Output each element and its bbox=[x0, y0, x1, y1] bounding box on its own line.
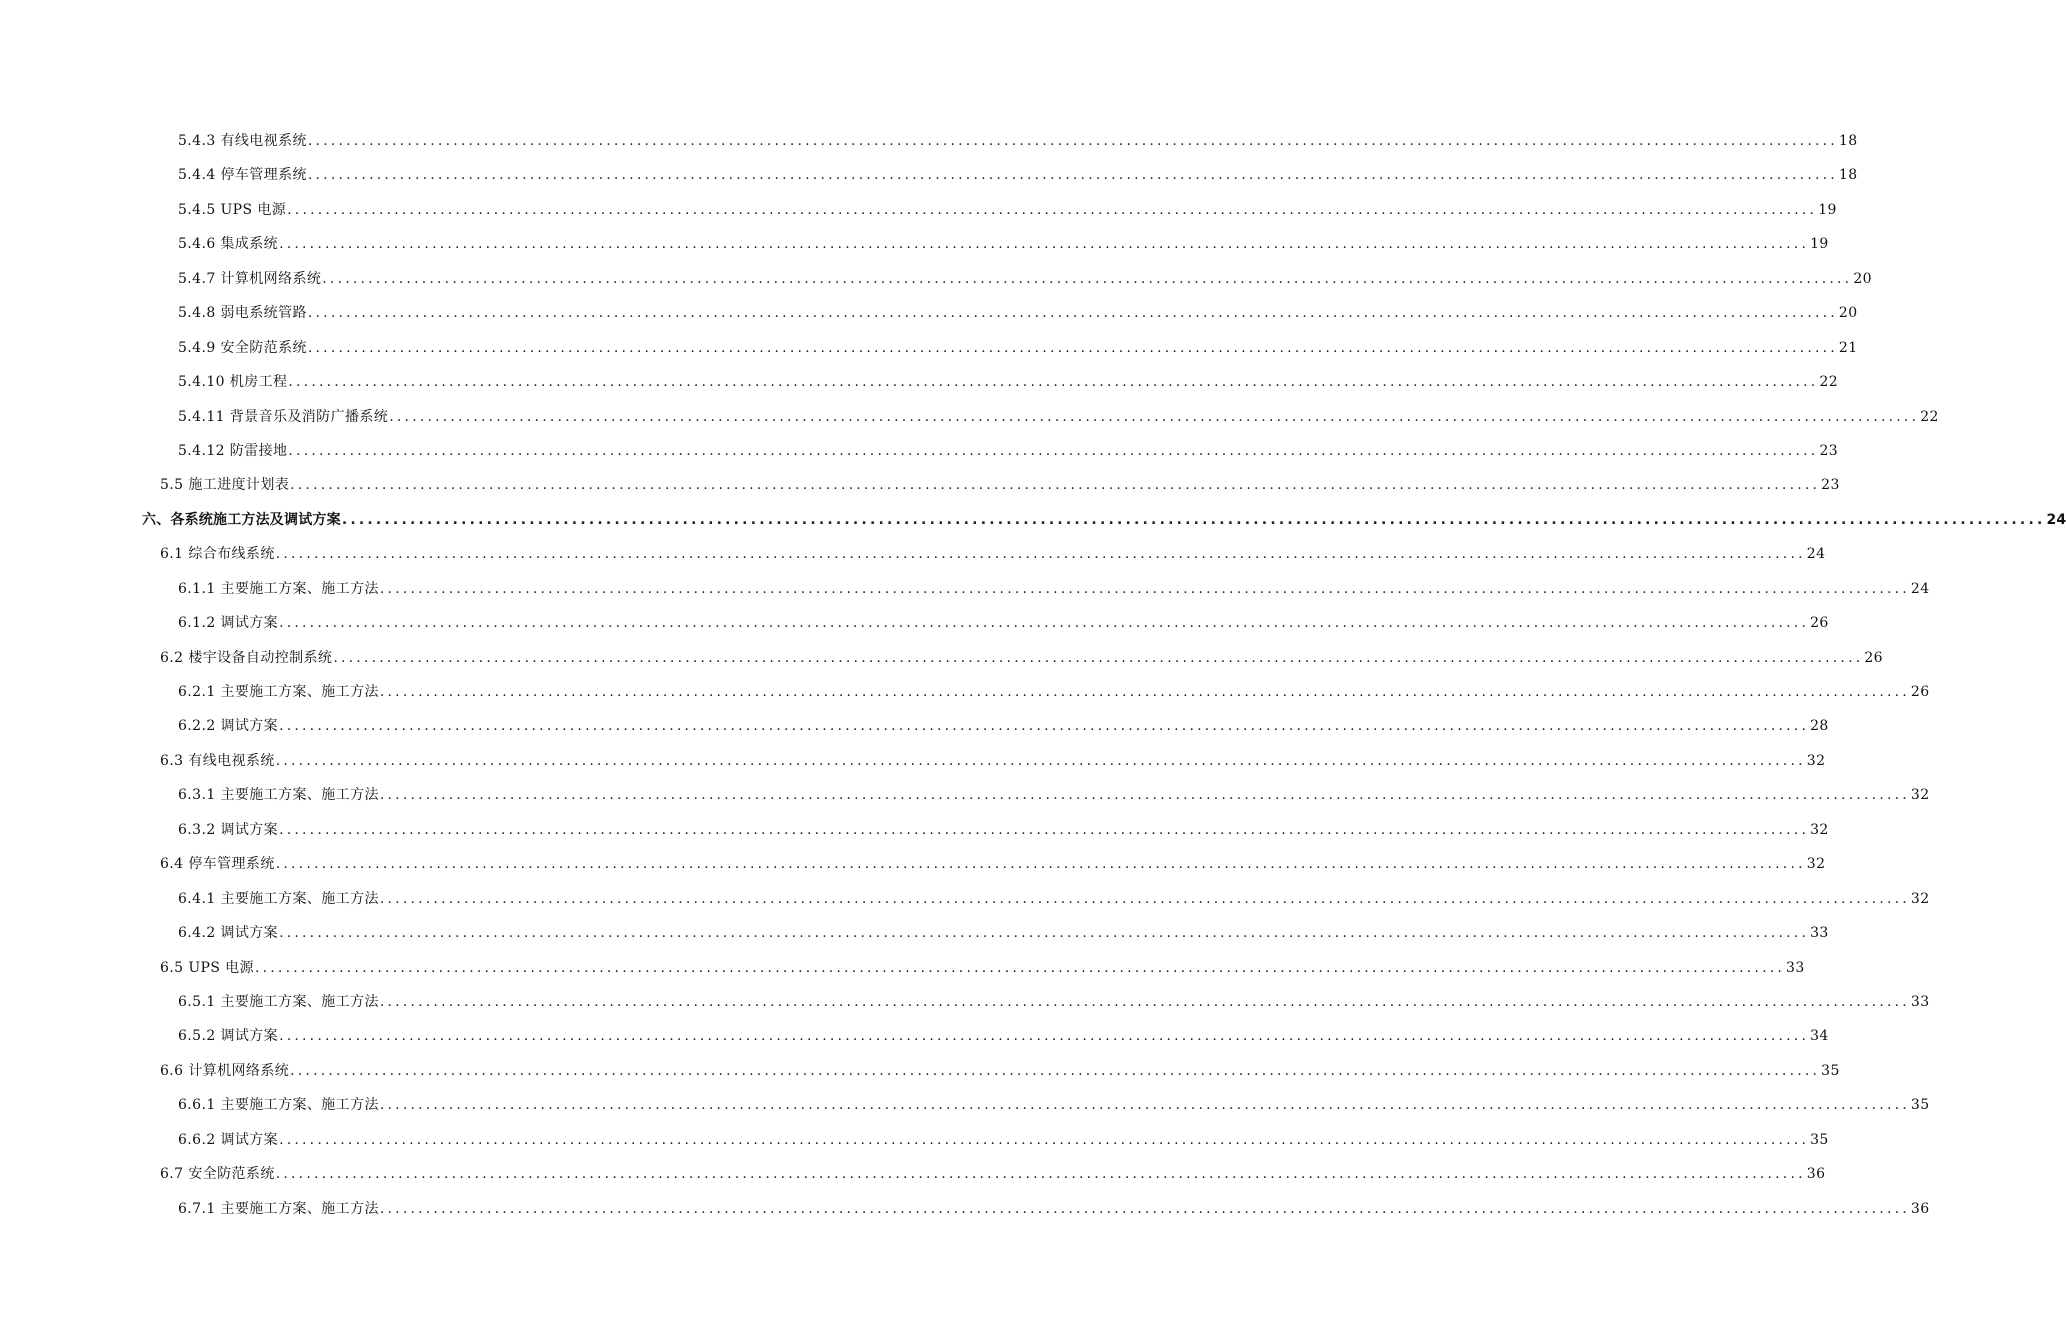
toc-dot-leader: ........................................................................................................................................................................................................ bbox=[341, 511, 2046, 528]
toc-entry-title: 6.1.2 调试方案 bbox=[178, 615, 279, 632]
toc-dot-leader: ........................................................................................................................................................................................................ bbox=[307, 133, 1838, 149]
toc-entry[interactable] bbox=[0, 331, 1858, 365]
toc-page-number: 26 bbox=[1864, 649, 1883, 666]
toc-entry[interactable] bbox=[0, 1019, 1829, 1053]
toc-entry-title: 5.4.10 机房工程 bbox=[178, 374, 288, 391]
toc-dot-leader: ........................................................................................................................................................................................................ bbox=[307, 167, 1838, 184]
toc-page-number: 32 bbox=[1810, 821, 1829, 838]
toc-page-number: 19 bbox=[1818, 201, 1837, 218]
toc-dot-leader: ........................................................................................................................................................................................................ bbox=[379, 1097, 1910, 1114]
toc-entry-title: 6.5.2 调试方案 bbox=[178, 1028, 279, 1045]
toc-entry[interactable] bbox=[0, 434, 1839, 468]
toc-page-number: 33 bbox=[1910, 993, 1930, 1010]
toc-entry[interactable] bbox=[0, 572, 1930, 606]
toc-chapter-entry[interactable] bbox=[0, 503, 2066, 537]
toc-entry[interactable] bbox=[0, 641, 1883, 675]
toc-entry[interactable] bbox=[0, 262, 1872, 296]
toc-page-number: 24 bbox=[1806, 546, 1826, 563]
toc-page-number: 35 bbox=[1810, 1131, 1829, 1148]
toc-entry[interactable] bbox=[0, 227, 1829, 261]
toc-page-number: 35 bbox=[1910, 1097, 1930, 1114]
toc-entry[interactable] bbox=[0, 1054, 1840, 1088]
toc-page-number: 19 bbox=[1810, 236, 1829, 253]
toc-entry-title: 6.2.2 调试方案 bbox=[178, 718, 279, 735]
toc-entry-title: 6.1 综合布线系统 bbox=[160, 546, 275, 563]
toc-dot-leader: ........................................................................................................................................................................................................ bbox=[333, 649, 1864, 666]
toc-dot-leader: ........................................................................................................................................................................................................ bbox=[288, 442, 1819, 459]
toc-entry-title: 6.1.1 主要施工方案、施工方法 bbox=[178, 580, 379, 597]
table-of-contents bbox=[0, 124, 2066, 1226]
toc-entry[interactable] bbox=[0, 951, 1805, 985]
toc-entry-title: 6.5.1 主要施工方案、施工方法 bbox=[178, 993, 379, 1010]
toc-entry-title: 6.3.2 调试方案 bbox=[178, 821, 279, 838]
toc-page-number: 32 bbox=[1806, 752, 1826, 769]
toc-dot-leader: ........................................................................................................................................................................................................ bbox=[288, 374, 1819, 391]
toc-dot-leader: ........................................................................................................................................................................................................ bbox=[279, 615, 1810, 632]
toc-entry-title: 6.3 有线电视系统 bbox=[160, 752, 275, 769]
toc-entry[interactable] bbox=[0, 778, 1930, 812]
toc-page-number: 22 bbox=[1819, 374, 1839, 391]
toc-page-number: 22 bbox=[1920, 408, 1939, 425]
toc-entry-title: 5.4.9 安全防范系统 bbox=[178, 339, 307, 356]
toc-entry-title: 5.4.4 停车管理系统 bbox=[178, 167, 307, 184]
toc-page-number: 35 bbox=[1821, 1062, 1840, 1079]
toc-entry-title: 5.4.3 有线电视系统 bbox=[178, 133, 307, 149]
toc-entry[interactable] bbox=[0, 985, 1930, 1019]
toc-page-number: 20 bbox=[1853, 270, 1872, 287]
toc-entry[interactable] bbox=[0, 813, 1829, 847]
toc-dot-leader: ........................................................................................................................................................................................................ bbox=[379, 993, 1910, 1010]
toc-entry-title: 5.4.7 计算机网络系统 bbox=[178, 270, 322, 287]
toc-entry-title: 6.2.1 主要施工方案、施工方法 bbox=[178, 684, 379, 700]
toc-page-number: 23 bbox=[1819, 442, 1839, 459]
toc-page-number: 36 bbox=[1806, 1166, 1826, 1183]
toc-page-number: 33 bbox=[1810, 925, 1829, 942]
toc-page-number: 26 bbox=[1810, 615, 1829, 632]
toc-entry-title: 6.4.2 调试方案 bbox=[178, 925, 279, 942]
toc-dot-leader: ........................................................................................................................................................................................................ bbox=[279, 1028, 1810, 1045]
toc-entry-title: 6.6.2 调试方案 bbox=[178, 1131, 279, 1148]
toc-page-number: 23 bbox=[1821, 477, 1840, 494]
toc-entry[interactable] bbox=[0, 365, 1839, 399]
toc-entry-title: 5.4.12 防雷接地 bbox=[178, 442, 288, 459]
toc-dot-leader: ........................................................................................................................................................................................................ bbox=[379, 580, 1910, 597]
toc-entry[interactable] bbox=[0, 916, 1829, 950]
toc-entry-title: 5.4.11 背景音乐及消防广播系统 bbox=[178, 408, 389, 425]
toc-dot-leader: ........................................................................................................................................................................................................ bbox=[279, 236, 1810, 253]
toc-entry[interactable] bbox=[0, 468, 1840, 502]
toc-page-number: 18 bbox=[1838, 167, 1858, 184]
toc-dot-leader: ........................................................................................................................................................................................................ bbox=[307, 305, 1838, 322]
toc-dot-leader: ........................................................................................................................................................................................................ bbox=[275, 546, 1806, 563]
toc-page-number: 32 bbox=[1806, 856, 1826, 873]
toc-entry[interactable] bbox=[0, 158, 1858, 192]
toc-entry[interactable] bbox=[0, 1123, 1829, 1157]
toc-dot-leader: ........................................................................................................................................................................................................ bbox=[279, 821, 1810, 838]
toc-page-number: 28 bbox=[1810, 718, 1829, 735]
toc-page-number: 18 bbox=[1838, 133, 1858, 149]
toc-entry-title: 6.2 楼宇设备自动控制系统 bbox=[160, 649, 333, 666]
toc-dot-leader: ........................................................................................................................................................................................................ bbox=[279, 925, 1810, 942]
toc-entry[interactable] bbox=[0, 1192, 1930, 1226]
toc-dot-leader: ........................................................................................................................................................................................................ bbox=[322, 270, 1853, 287]
toc-page-number: 24 bbox=[1910, 580, 1930, 597]
toc-entry-title: 6.7.1 主要施工方案、施工方法 bbox=[178, 1200, 379, 1217]
toc-page-number: 21 bbox=[1838, 339, 1858, 356]
toc-entry[interactable] bbox=[0, 847, 1826, 881]
toc-entry[interactable] bbox=[0, 675, 1930, 709]
toc-page-number: 32 bbox=[1910, 787, 1930, 804]
toc-entry[interactable] bbox=[0, 606, 1829, 640]
toc-dot-leader: ........................................................................................................................................................................................................ bbox=[279, 1131, 1810, 1148]
toc-entry-title: 6.7 安全防范系统 bbox=[160, 1166, 275, 1183]
toc-dot-leader: ........................................................................................................................................................................................................ bbox=[275, 856, 1806, 873]
toc-dot-leader: ........................................................................................................................................................................................................ bbox=[379, 684, 1910, 700]
toc-page-number: 20 bbox=[1838, 305, 1858, 322]
toc-dot-leader: ........................................................................................................................................................................................................ bbox=[389, 408, 1920, 425]
toc-page-number: 24 bbox=[2046, 511, 2066, 528]
toc-page-number: 32 bbox=[1910, 890, 1930, 907]
toc-entry-title: 5.4.8 弱电系统管路 bbox=[178, 305, 307, 322]
toc-page-number: 34 bbox=[1810, 1028, 1829, 1045]
toc-dot-leader: ........................................................................................................................................................................................................ bbox=[379, 890, 1910, 907]
toc-entry-title: 6.6 计算机网络系统 bbox=[160, 1062, 290, 1079]
toc-entry[interactable] bbox=[0, 1157, 1826, 1191]
toc-entry-title: 5.4.6 集成系统 bbox=[178, 236, 279, 253]
toc-entry-title: 5.4.5 UPS 电源 bbox=[178, 201, 287, 218]
toc-entry-title: 6.3.1 主要施工方案、施工方法 bbox=[178, 787, 379, 804]
toc-entry-title: 六、各系统施工方法及调试方案 bbox=[142, 511, 341, 528]
toc-dot-leader: ........................................................................................................................................................................................................ bbox=[287, 201, 1818, 218]
toc-page-number: 33 bbox=[1786, 959, 1805, 976]
toc-dot-leader: ........................................................................................................................................................................................................ bbox=[379, 787, 1910, 804]
toc-dot-leader: ........................................................................................................................................................................................................ bbox=[290, 477, 1821, 494]
toc-dot-leader: ........................................................................................................................................................................................................ bbox=[279, 718, 1810, 735]
toc-entry[interactable] bbox=[0, 882, 1930, 916]
toc-dot-leader: ........................................................................................................................................................................................................ bbox=[275, 1166, 1806, 1183]
toc-dot-leader: ........................................................................................................................................................................................................ bbox=[275, 752, 1806, 769]
toc-entry[interactable] bbox=[0, 744, 1826, 778]
toc-page-number: 36 bbox=[1910, 1200, 1930, 1217]
toc-entry[interactable] bbox=[0, 1088, 1930, 1122]
toc-entry[interactable] bbox=[0, 709, 1829, 743]
toc-entry-title: 5.5 施工进度计划表 bbox=[160, 477, 290, 494]
toc-entry-title: 6.5 UPS 电源 bbox=[160, 959, 254, 976]
toc-entry[interactable] bbox=[0, 193, 1837, 227]
toc-dot-leader: ........................................................................................................................................................................................................ bbox=[307, 339, 1838, 356]
toc-entry-title: 6.4.1 主要施工方案、施工方法 bbox=[178, 890, 379, 907]
toc-dot-leader: ........................................................................................................................................................................................................ bbox=[379, 1200, 1910, 1217]
toc-entry[interactable] bbox=[0, 537, 1826, 571]
toc-dot-leader: ........................................................................................................................................................................................................ bbox=[290, 1062, 1821, 1079]
toc-entry-title: 6.4 停车管理系统 bbox=[160, 856, 275, 873]
toc-entry[interactable] bbox=[0, 124, 1858, 158]
toc-entry[interactable] bbox=[0, 400, 1939, 434]
toc-page-number: 26 bbox=[1910, 684, 1930, 700]
toc-entry-title: 6.6.1 主要施工方案、施工方法 bbox=[178, 1097, 379, 1114]
toc-dot-leader: ........................................................................................................................................................................................................ bbox=[254, 959, 1786, 976]
toc-entry[interactable] bbox=[0, 296, 1858, 330]
